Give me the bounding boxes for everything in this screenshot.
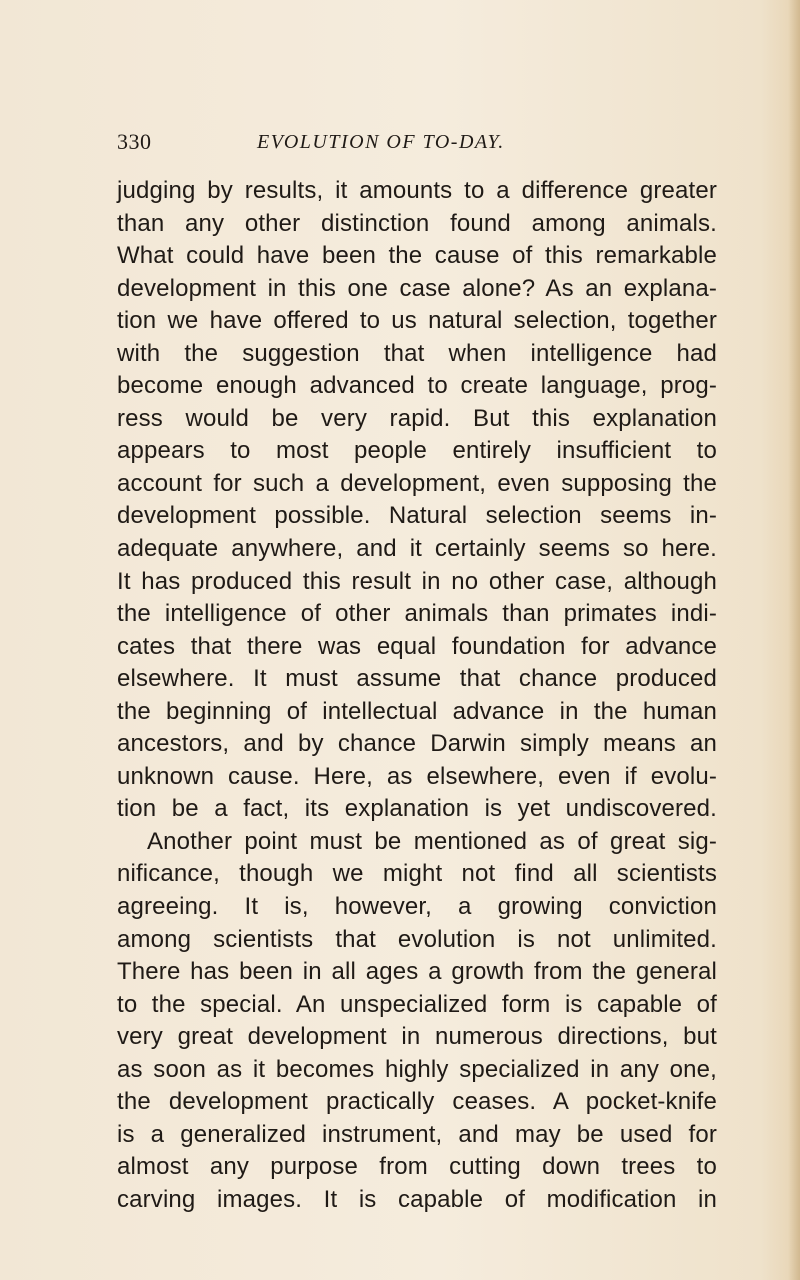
text-line: nificance, though we might not find all scientists xyxy=(117,860,717,888)
text-line: tion we have offered to us natural selection, together xyxy=(117,307,717,335)
text-line: become enough advanced to create language, prog- xyxy=(117,372,717,400)
text-line: with the suggestion that when intelligence had xyxy=(117,339,717,367)
page-edge-shadow xyxy=(788,0,800,1280)
text-line: almost any purpose from cutting down trees to xyxy=(117,1153,717,1181)
text-line: than any other distinction found among animals. xyxy=(117,209,717,237)
text-line: carving images. It is capable of modification in xyxy=(117,1185,717,1213)
body-text xyxy=(117,175,717,1217)
text-line: the intelligence of other animals than primates indi- xyxy=(117,600,717,628)
text-line: the development practically ceases. A pocket-knife xyxy=(117,1088,717,1116)
text-line: elsewhere. It must assume that chance produced xyxy=(117,665,717,693)
text-line: adequate anywhere, and it certainly seems so here. xyxy=(117,535,717,563)
text-line: development in this one case alone? As an explana- xyxy=(117,274,717,302)
page-header xyxy=(117,127,717,157)
text-line: It has produced this result in no other case, although xyxy=(117,567,717,595)
text-line: tion be a fact, its explanation is yet undiscovered. xyxy=(117,795,717,823)
text-line: agreeing. It is, however, a growing conviction xyxy=(117,893,717,921)
text-line: judging by results, it amounts to a difference greater xyxy=(117,177,717,204)
text-line: very great development in numerous directions, but xyxy=(117,1023,717,1051)
text-line: account for such a development, even supposing the xyxy=(117,469,717,497)
text-line: as soon as it becomes highly specialized in any one, xyxy=(117,1055,717,1083)
text-line: cates that there was equal foundation for advance xyxy=(117,632,717,660)
text-line: unknown cause. Here, as elsewhere, even if evolu- xyxy=(117,762,717,790)
text-line-paragraph-start: Another point must be mentioned as of great sig- xyxy=(147,827,717,855)
text-line: among scientists that evolution is not unlimited. xyxy=(117,925,717,953)
text-line: appears to most people entirely insufficient to xyxy=(117,437,717,465)
text-line: ancestors, and by chance Darwin simply means an xyxy=(117,730,717,758)
text-line: What could have been the cause of this remarkable xyxy=(117,242,717,270)
text-line: to the special. An unspecialized form is capable of xyxy=(117,990,717,1018)
text-line: the beginning of intellectual advance in the human xyxy=(117,697,717,725)
running-head: EVOLUTION OF TO-DAY. xyxy=(257,131,505,153)
text-line: is a generalized instrument, and may be used for xyxy=(117,1120,717,1148)
text-line: There has been in all ages a growth from the general xyxy=(117,958,717,986)
page-number: 330 xyxy=(117,129,152,154)
text-line: ress would be very rapid. But this explanation xyxy=(117,404,717,432)
text-line: development possible. Natural selection seems in- xyxy=(117,502,717,530)
